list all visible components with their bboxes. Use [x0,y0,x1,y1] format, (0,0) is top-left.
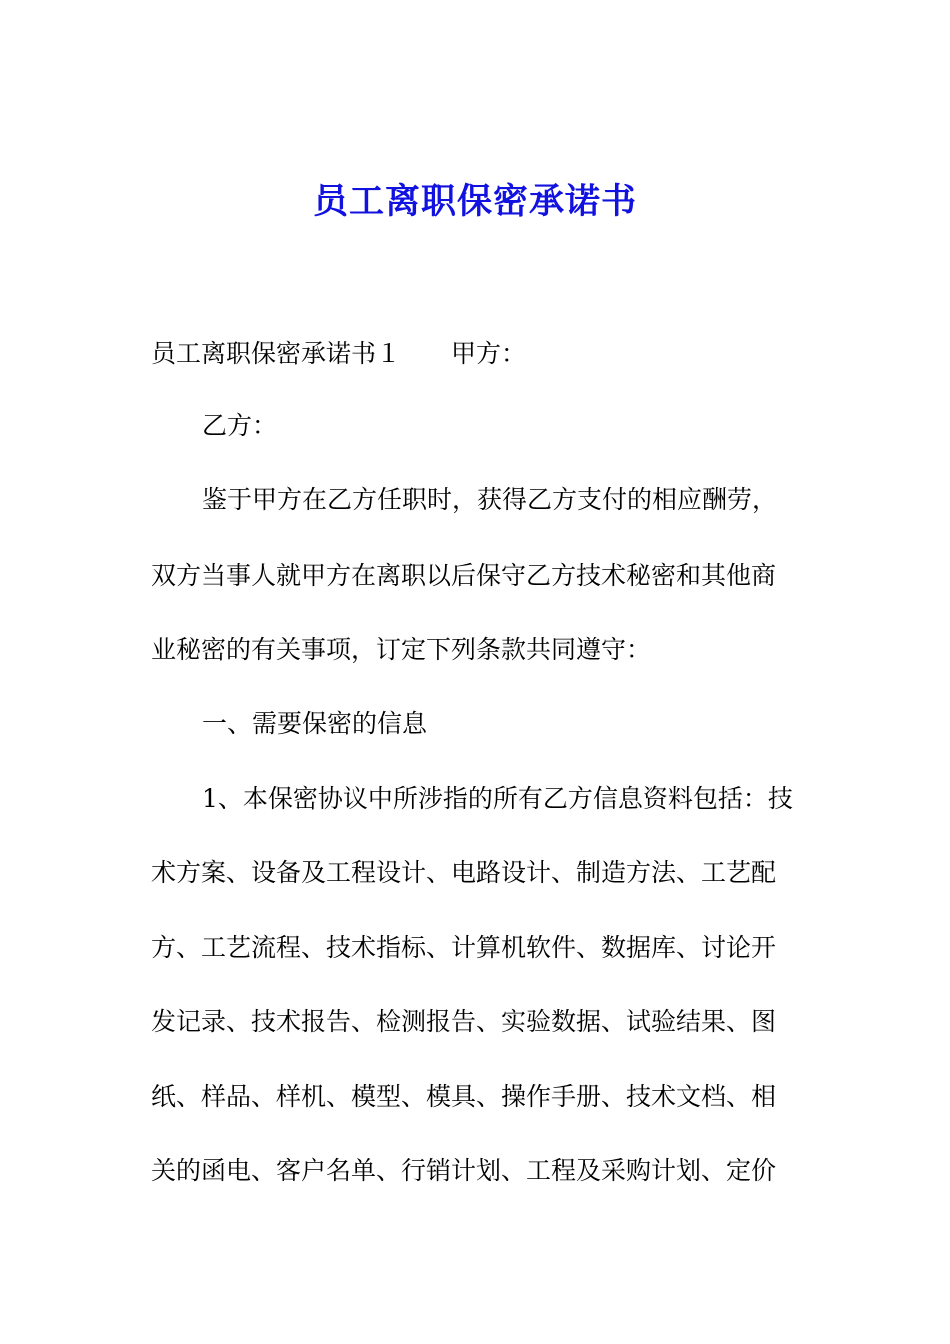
paragraph-line: 关的函电、客户名单、行销计划、工程及采购计划、定价 [151,1156,777,1185]
paragraph-line: 发记录、技术报告、检测报告、实验数据、试验结果、图 [151,1007,777,1036]
paragraph-line: 鉴于甲方在乙方任职时，获得乙方支付的相应酬劳， [202,485,778,514]
section-heading: 一、需要保密的信息 [202,709,428,738]
document-title: 员工离职保密承诺书 [312,181,637,222]
paragraph-line: 纸、样品、样机、模型、模具、操作手册、技术文档、相 [151,1082,777,1111]
paragraph-line: 业秘密的有关事项，订定下列条款共同遵守： [151,635,652,664]
paragraph-line: 1、本保密协议中所涉指的所有乙方信息资料包括：技 [202,784,793,813]
paragraph-line: 方、工艺流程、技术指标、计算机软件、数据库、讨论开 [151,933,777,962]
party-a-label: 甲方： [451,339,527,368]
document-subtitle: 员工离职保密承诺书１ [151,339,402,368]
heading-line [151,336,526,372]
paragraph-line: 双方当事人就甲方在离职以后保守乙方技术秘密和其他商 [151,561,777,590]
party-b-label: 乙方： [202,411,278,440]
paragraph-line: 术方案、设备及工程设计、电路设计、制造方法、工艺配 [151,858,777,887]
